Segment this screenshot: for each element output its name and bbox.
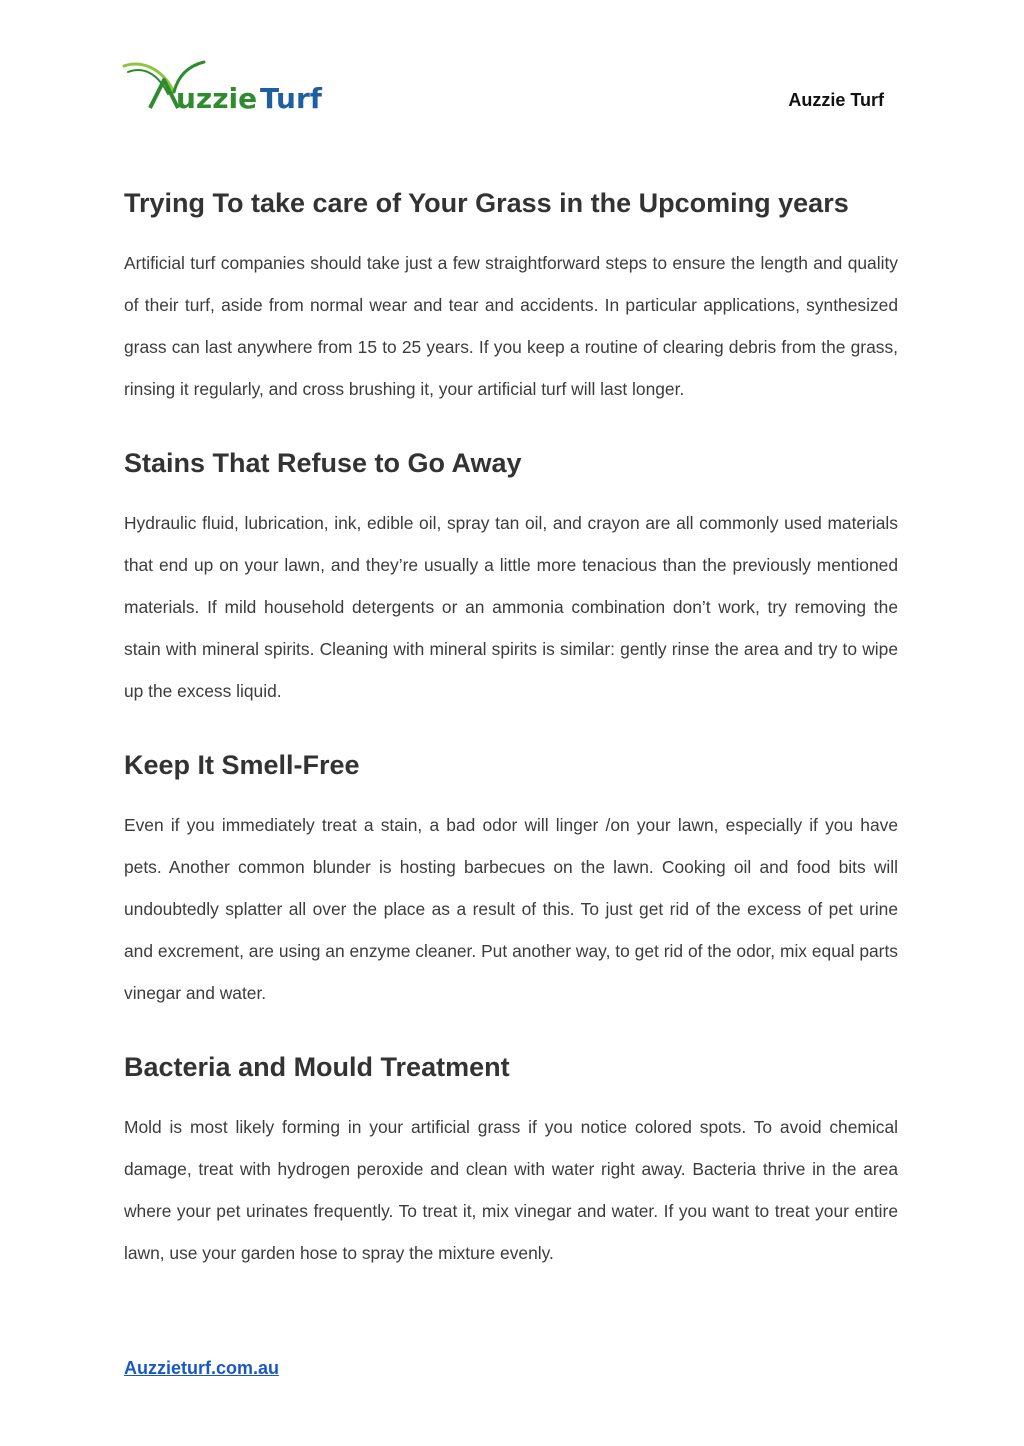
section-lawn-care xyxy=(124,178,898,410)
section-heading: Trying To take care of Your Grass in the Upcoming years xyxy=(124,188,849,218)
auzzie-turf-logo xyxy=(122,58,332,116)
footer-website-link[interactable]: Auzzieturf.com.au xyxy=(124,1358,280,1378)
logo-text-a: uzzie xyxy=(176,82,258,115)
section-heading: Bacteria and Mould Treatment xyxy=(124,1052,510,1082)
section-stains xyxy=(124,438,898,712)
section-smell-free xyxy=(124,740,898,1014)
section-body: Artificial turf companies should take just a few straightforward steps to ensure the length and quality of their turf, aside from normal wear and tear and accidents. In particular applications, synthesized grass can last anywhere from 15 to 25 years. If you keep a routine of clearing debris from the grass, rinsing it regularly, and cross brushing it, your artificial turf will last longer. xyxy=(124,253,898,399)
logo-text-b: Turf xyxy=(260,82,322,115)
section-bacteria-mould xyxy=(124,1042,898,1274)
section-body: Mold is most likely forming in your artificial grass if you notice colored spots. To avoid chemical damage, treat with hydrogen peroxide and clean with water right away. Bacteria thrive in the area where your pet urinates frequently. To treat it, mix vinegar and water. If you want to treat your entire lawn, use your garden hose to spray the mixture evenly. xyxy=(124,1117,898,1263)
header-brand: Auzzie Turf xyxy=(788,90,884,110)
section-body: Hydraulic fluid, lubrication, ink, edible oil, spray tan oil, and crayon are all commonly used materials that end up on your lawn, and they’re usually a little more tenacious than the previously mentioned materials. If mild household detergents or an ammonia combination don’t work, try removing the stain with mineral spirits. Cleaning with mineral spirits is similar: gently rinse the area and try to wipe up the excess liquid. xyxy=(124,513,898,701)
section-heading: Stains That Refuse to Go Away xyxy=(124,448,522,478)
article-content xyxy=(124,178,898,1302)
page-header xyxy=(0,0,1024,140)
section-heading: Keep It Smell-Free xyxy=(124,750,360,780)
section-body: Even if you immediately treat a stain, a bad odor will linger /on your lawn, especially if you have pets. Another common blunder is hosting barbecues on the lawn. Cooking oil and food bits will undoubtedly splatter all over the place as a result of this. To just get rid of the excess of pet urine and excrement, are using an enzyme cleaner. Put another way, to get rid of the odor, mix equal parts vinegar and water. xyxy=(124,815,898,1003)
